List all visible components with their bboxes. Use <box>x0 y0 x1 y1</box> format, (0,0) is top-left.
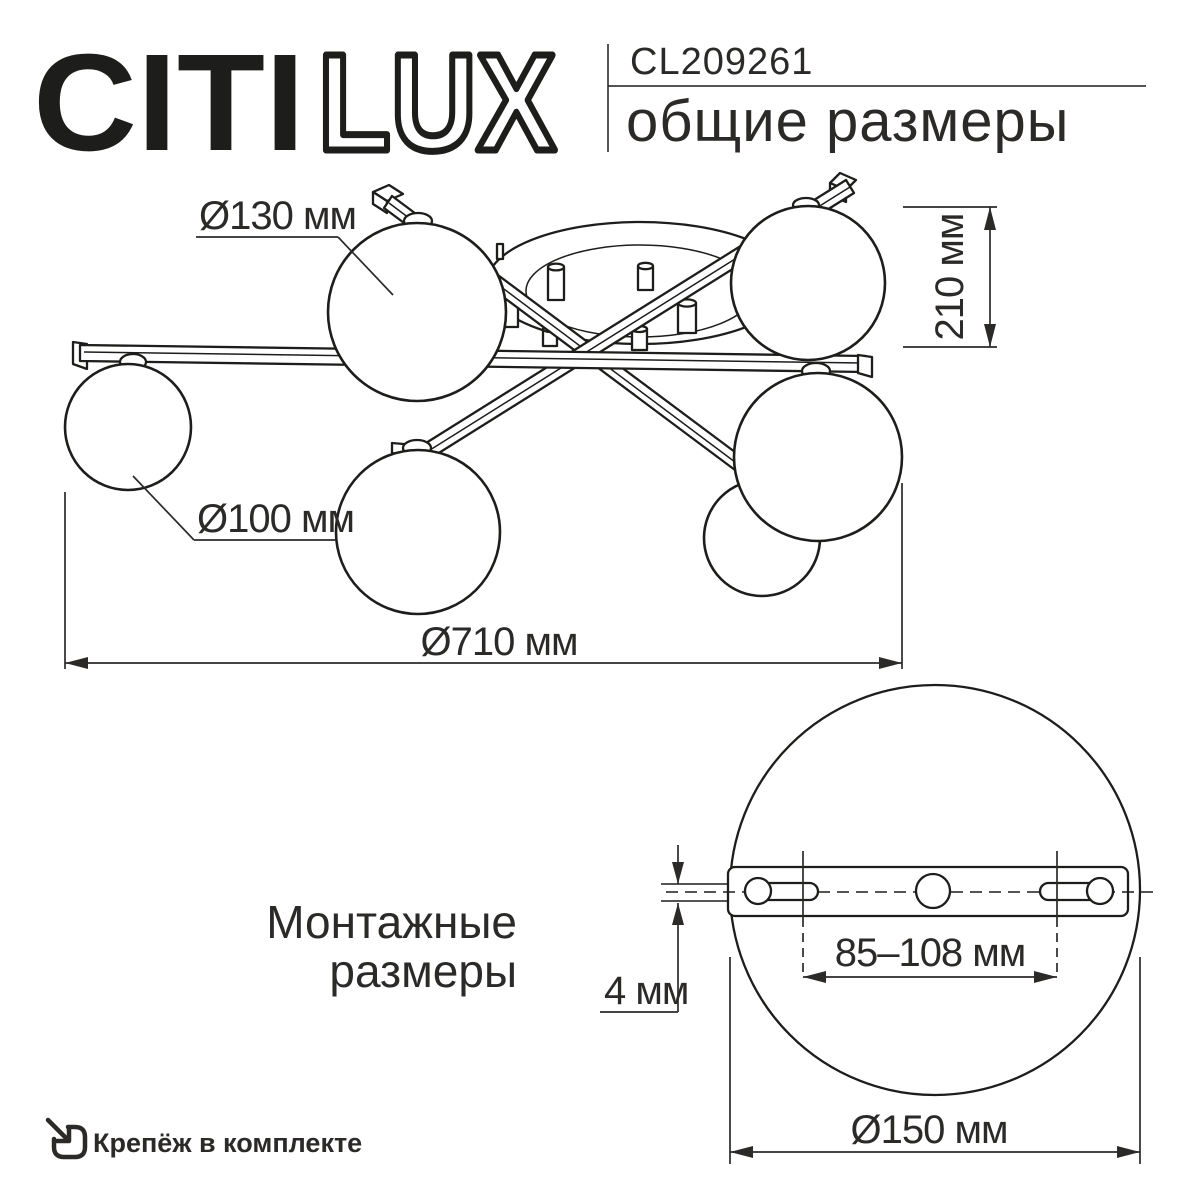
keyhole-slot-left <box>745 878 818 904</box>
citilux-logo-outline: LUX <box>318 26 556 180</box>
dimension-diameter-150 <box>730 957 1140 1164</box>
ball-shade-100mm <box>65 364 191 490</box>
box-arrow-icon <box>48 1120 85 1157</box>
mounting-title-line1: Монтажные <box>266 896 517 948</box>
standoff-cylinder <box>548 264 564 300</box>
citilux-logo-solid: CITI <box>33 26 305 180</box>
canopy-pin <box>497 244 503 259</box>
mounting-dimensions-drawing <box>266 685 1154 1164</box>
standoff-cylinder <box>678 299 696 333</box>
ball-shade-top-right <box>731 206 885 360</box>
standoff-cylinder <box>638 263 653 290</box>
model-number: CL209261 <box>630 41 814 83</box>
ball-shade-bottom-right <box>734 373 902 541</box>
included-fasteners-note <box>48 1120 362 1158</box>
dimension-plate-thickness <box>600 845 688 1013</box>
fasteners-included-label: Крепёж в комплекте <box>93 1128 363 1158</box>
label-diameter-710: Ø710 мм <box>420 620 578 664</box>
ball-shade-bottom-center <box>336 450 500 614</box>
label-height-210: 210 мм <box>928 213 972 341</box>
ball-shade-130mm <box>328 223 506 401</box>
label-hole-spacing: 85–108 мм <box>834 931 1026 975</box>
center-wire-hole <box>916 874 950 908</box>
label-diameter-150: Ø150 мм <box>850 1108 1008 1152</box>
header <box>33 26 1146 180</box>
callout-diameter-100 <box>133 476 354 541</box>
keyhole-slot-right <box>1040 878 1113 904</box>
label-diameter-100: Ø100 мм <box>197 497 354 541</box>
page-title: общие размеры <box>626 89 1070 154</box>
mounting-title-line2: размеры <box>329 945 517 997</box>
label-diameter-130: Ø130 мм <box>199 194 356 238</box>
label-plate-thickness: 4 мм <box>604 969 689 1013</box>
overall-dimensions-drawing <box>65 173 997 669</box>
dimension-height-210 <box>903 207 997 347</box>
